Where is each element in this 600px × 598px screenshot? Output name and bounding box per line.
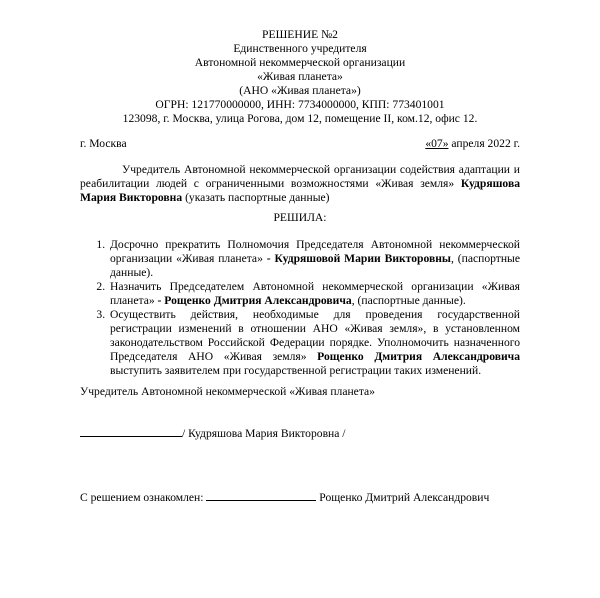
item-text: Осуществить действия, необходимые для проведения государственной регистрации изменений в отношении АНО «Живая земля», в установленном законодательством Российской Федерации порядке. Уполномочить назначенного Председателя АНО «Живая земля» [110, 308, 520, 363]
acknowledgement-line [80, 490, 520, 505]
signature-blank [80, 426, 182, 437]
item-bold: Рощенко Дмитрия Александровича [317, 350, 520, 363]
header-line-address: 123098, г. Москва, улица Рогова, дом 12, помещение II, ком.12, офис 12. [122, 112, 478, 125]
item-text: Назначить Председателем Автономной некоммерческой организации «Живая планета» [110, 280, 520, 307]
founder-signature-line [80, 426, 520, 441]
item-suffix: выступить заявителем при государственной регистрации таких изменений. [110, 364, 482, 377]
item-bold: - Рощенко Дмитрия Александровича [157, 294, 352, 307]
intro-suffix: (указать паспортные данные) [182, 191, 330, 204]
header-line-registration: ОГРН: 121770000000, ИНН: 7734000000, КПП: 773401001 [155, 98, 445, 111]
intro-text: Учредитель Автономной некоммерческой организации содействия адаптации и реабилитации людей с ограниченными возможностями «Живая земля» [80, 163, 520, 190]
decision-title: РЕШЕНИЕ №2 [262, 28, 338, 41]
date-rest: апреля 2022 г. [448, 137, 520, 150]
list-item [108, 238, 520, 280]
date-day: «07» [425, 137, 449, 150]
item-text: Досрочно прекратить Полномочия Председателя Автономной некоммерческой организации «Живая планета» [110, 238, 520, 265]
header-line-org-short: (АНО «Живая планета») [239, 84, 361, 97]
item-bold: - Кудряшовой Марии Викторовны [266, 252, 451, 265]
intro-paragraph [80, 163, 520, 205]
list-item [108, 280, 520, 308]
item-suffix: , (паспортные данные). [110, 252, 520, 279]
acknowledgement-label: С решением ознакомлен: [80, 491, 204, 504]
item-suffix: , (паспортные данные). [351, 294, 466, 307]
acknowledgement-name: Рощенко Дмитрий Александрович [319, 491, 490, 504]
list-item [108, 308, 520, 378]
founder-signature-name: / Кудряшова Мария Викторовна / [182, 427, 346, 440]
city: г. Москва [80, 137, 127, 150]
decided-heading: РЕШИЛА: [273, 211, 327, 224]
header-line-org-type: Автономной некоммерческой организации [194, 56, 406, 69]
header-line-founder: Единственного учредителя [233, 42, 367, 55]
header-line-org-name: «Живая планета» [257, 70, 343, 83]
document-date [425, 137, 520, 151]
intro-founder-name: Кудряшова Мария Викторовна [80, 177, 520, 204]
city-date-line [80, 137, 520, 151]
document-header [0, 28, 600, 126]
founder-line: Учредитель Автономной некоммерческой «Живая планета» [80, 385, 375, 398]
signature-blank [206, 490, 316, 501]
decision-list [80, 238, 520, 378]
